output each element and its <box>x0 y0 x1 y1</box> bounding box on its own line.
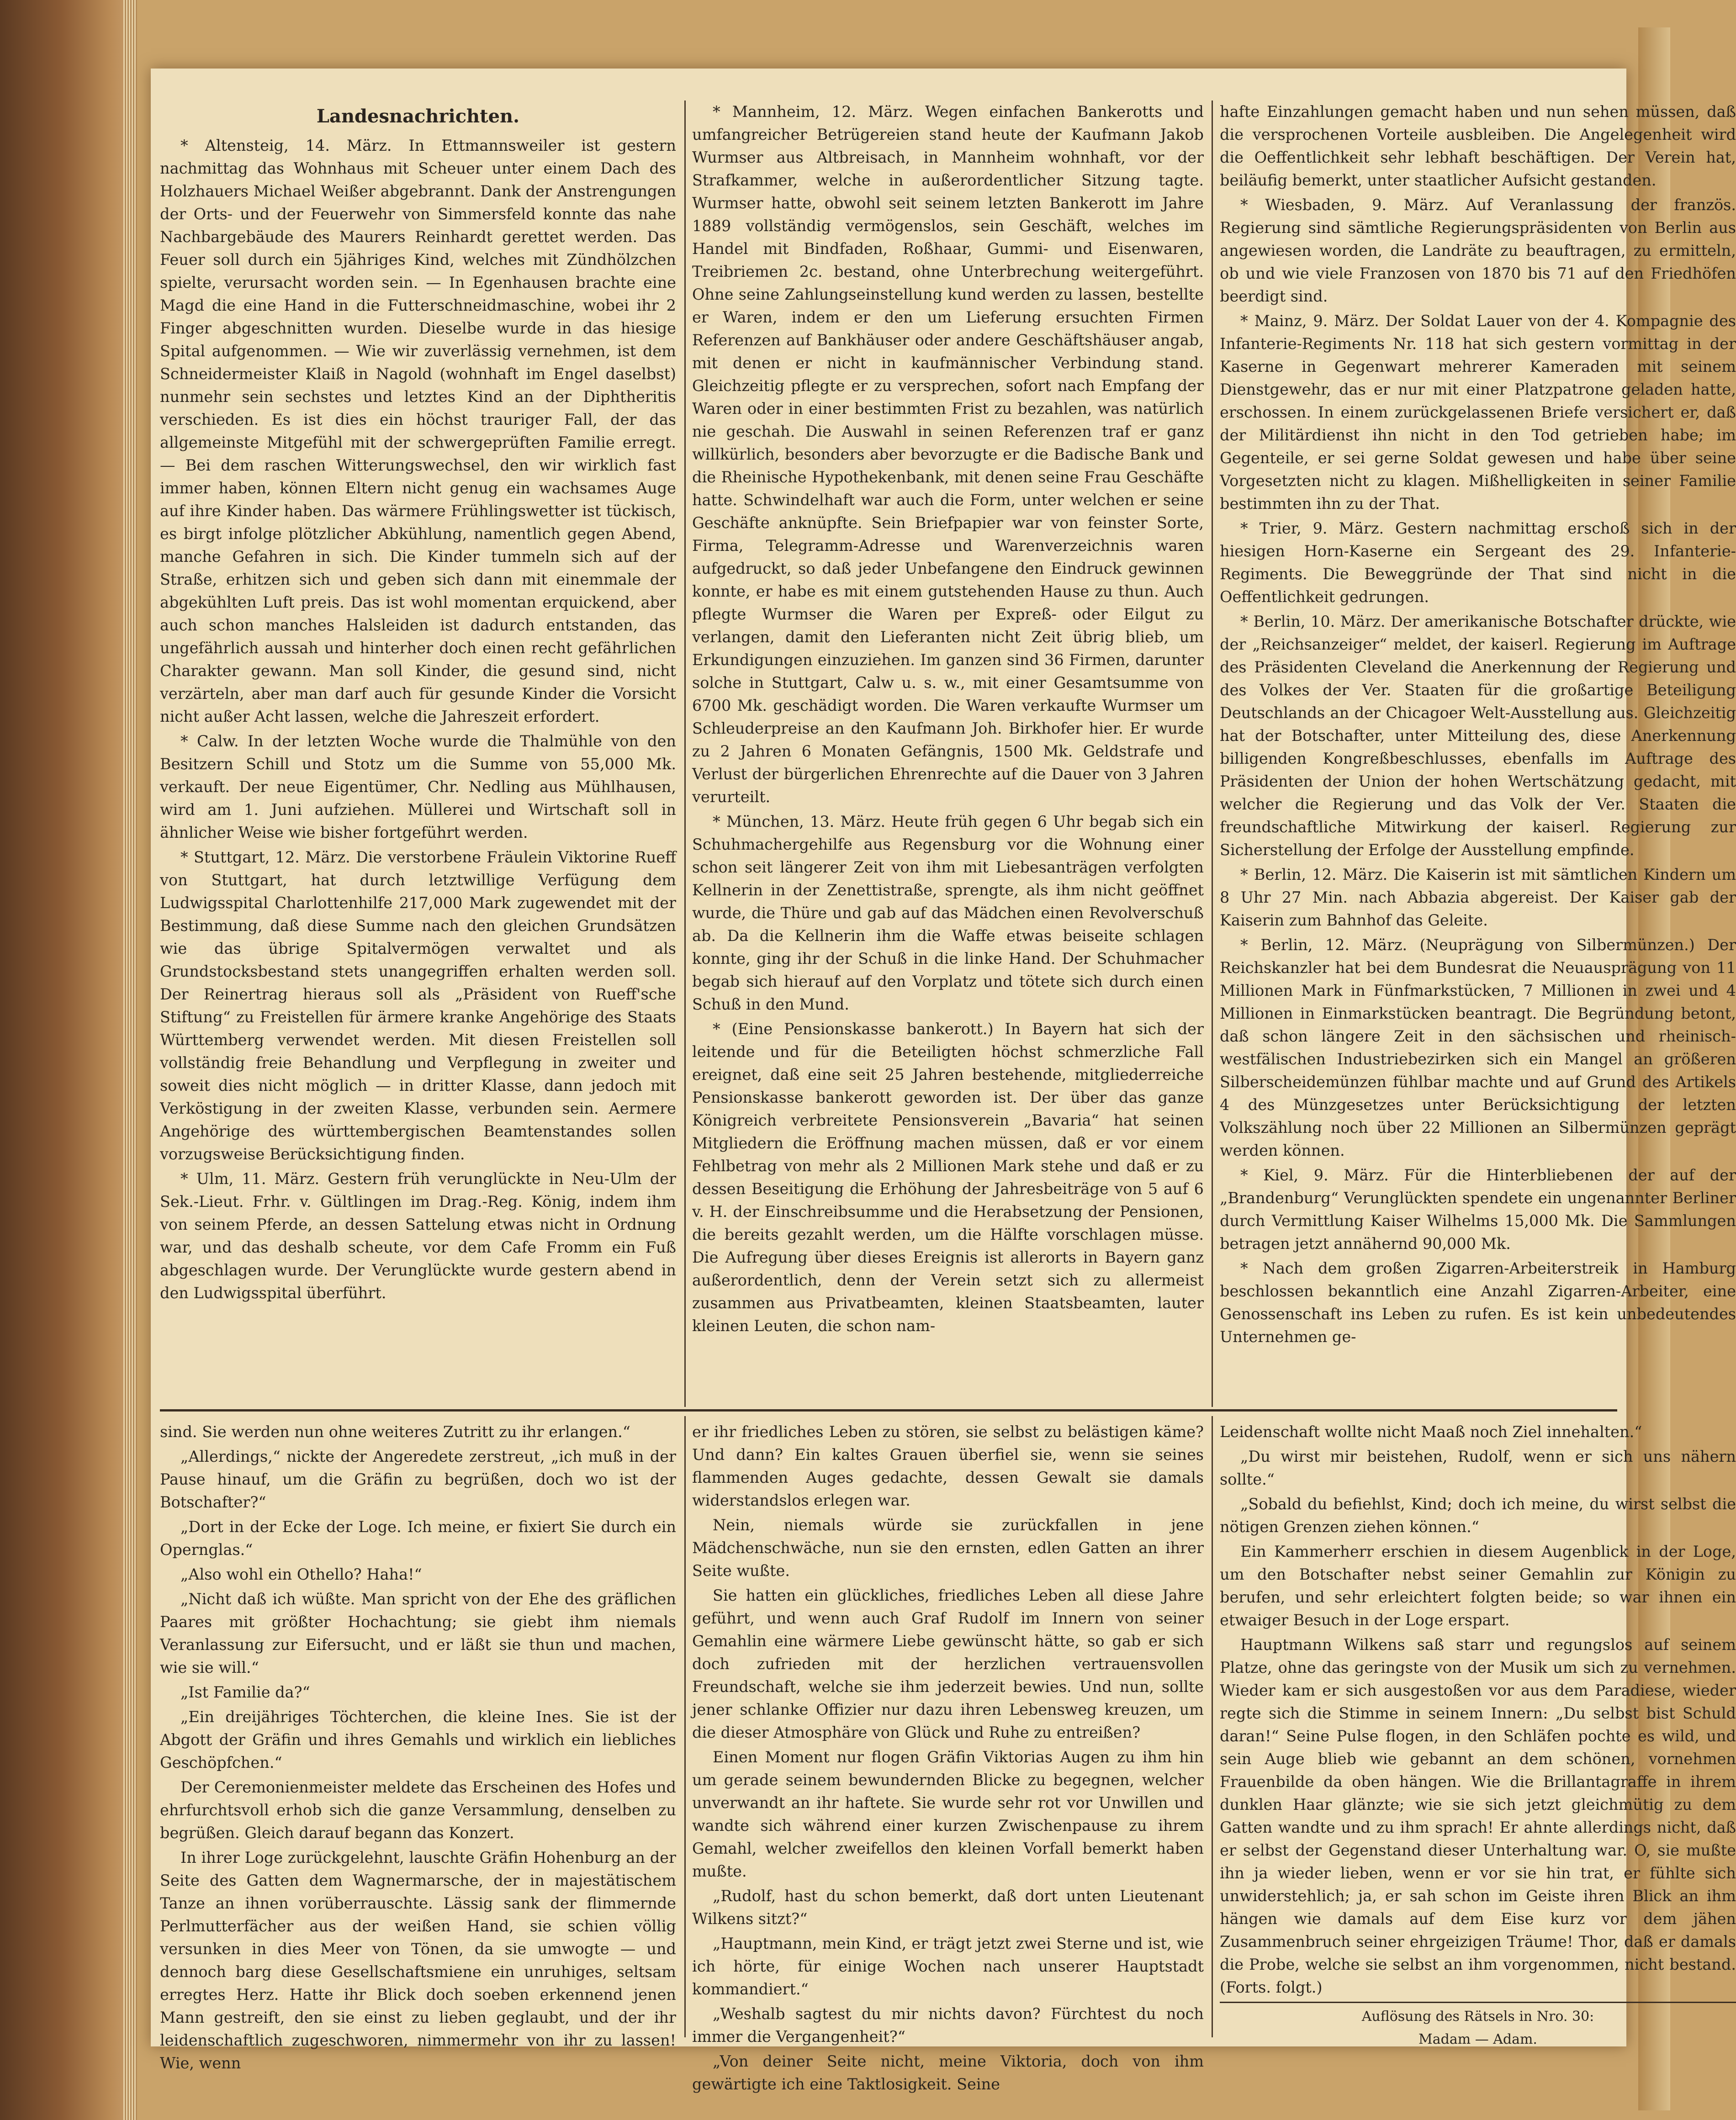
column-rule <box>684 1416 686 2037</box>
story-paragraph: „Du wirst mir beistehen, Rudolf, wenn er sich uns nähern sollte.“ <box>1220 1448 1736 1488</box>
story-column-1 <box>160 1421 676 2072</box>
news-item: * München, 13. März. Heute früh gegen 6 Uhr begab sich ein Schuhmachergehilfe aus Regensburg vor die Wohnung einer schon seit längerer Zeit von ihm mit Liebesanträgen verfolgten Kellnerin in der Zenettistraße, sprengte, als ihm nicht geöffnet wurde, die Thüre und gab auf das Mädchen einen Revolverschuß ab. Da die Kellnerin ihm die Waffe etwas beiseite schlagen konnte, ging ihr der Schuß in die linke Hand. Der Schuhmacher begab sich hierauf auf den Vorplatz und tötete sich durch einen Schuß in den Mund. <box>692 813 1204 1013</box>
story-paragraph: „Allerdings,“ nickte der Angeredete zerstreut, „ich muß in der Pause hinauf, um die Gräfin zu begrüßen, doch wo ist der Botschafter?“ <box>160 1448 676 1511</box>
news-item: * (Eine Pensionskasse bankerott.) In Bayern hat sich der leitende und für die Beteiligten höchst schmerzliche Fall ereignet, daß eine seit 25 Jahren bestehende, mitgliederreiche Pensionskasse bankerott geworden ist. Der über das ganze Königreich verbreitete Pensionsverein „Bavaria“ hat seinen Mitgliedern die Eröffnung machen müssen, daß er vor einem Fehlbetrag von mehr als 2 Millionen Mark stehe und daß er zu dessen Beseitigung die Erhöhung der Jahresbeiträge von 5 auf 6 v. H. der Einschreibsumme und die Herabsetzung der Pensionen, die bereits gezahlt werden, um die Hälfte vorschlagen müsse. Die Aufregung über dieses Ereignis ist allerorts in Bayern ganz außerordentlich, denn der Verein setzt sich zu allermeist zusammen aus Privatbeamten, kleinen Staatsbeamten, lauter kleinen Leuten, die schon nam- <box>692 1020 1204 1335</box>
news-item: * Stuttgart, 12. März. Die verstorbene Fräulein Viktorine Rueff von Stuttgart, hat durch letztwillige Verfügung dem Ludwigsspital Charlottenhilfe 217,000 Mark zugewendet mit der Bestimmung, daß diese Summe nach den gleichen Grundsätzen wie das übrige Spitalvermögen verwaltet und als Grundstocksbestand stets unangegriffen erhalten werden soll. Der Reinertrag hieraus soll als „Präsident von Rueff'sche Stiftung“ zu Freistellen für ärmere kranke Angehörige des Staats Württemberg verwendet werden. Mit diesen Freistellen soll vollständig freie Behandlung und Verpflegung in zweiter und soweit dies nicht möglich — in dritter Klasse, dann jedoch mit Verköstigung in der zweiten Klasse, verbunden sein. Aermere Angehörige des württembergischen Beamtenstandes sollen vorzugsweise Berücksichtigung finden. <box>160 848 676 1163</box>
news-item: * Altensteig, 14. März. In Ettmannsweiler ist gestern nachmittag das Wohnhaus mit Scheuer unter einem Dach des Holzhauers Michael Weißer abgebrannt. Dank der Anstrengungen der Orts- und der Feuerwehr von Simmersfeld konnte das nahe Nachbargebäude des Maurers Reinhardt gerettet werden. Das Feuer soll durch ein 5jähriges Kind, welches mit Zündhölzchen spielte, verursacht worden sein. — In Egenhausen brachte eine Magd die eine Hand in die Futterschneidmaschine, wobei ihr 2 Finger abgeschnitten wurden. Dieselbe wurde in das hiesige Spital aufgenommen. — Wie wir zuverlässig vernehmen, ist dem Schneidermeister Klaiß in Nagold (wohnhaft im Engel daselbst) nunmehr sein sechstes und letztes Kind an der Diphtheritis verschieden. Es ist dies ein höchst trauriger Fall, der das allgemeinste Mitgefühl mit der schwergeprüften Familie erregt. — Bei dem raschen Witterungswechsel, den wir wirklich fast immer haben, können Eltern nicht genug ein wachsames Auge auf ihre Kinder haben. Das wärmere Frühlingswetter ist tückisch, es birgt infolge plötzlicher Abkühlung, namentlich gegen Abend, manche Gefahren in sich. Die Kinder tummeln sich auf der Straße, erhitzen sich und geben sich dann mit einemmale der abgekühlten Luft preis. Das ist wohl momentan erquickend, aber auch schon manches Halsleiden ist dadurch entstanden, das ungefährlich aussah und hinterher doch einen recht gefährlichen Charakter gewann. Man soll Kinder, die gesund sind, nicht verzärteln, aber man darf auch für gesunde Kinder die Vorsicht nicht außer Acht lassen, welche die Jahreszeit erfordert. <box>160 137 676 725</box>
column-rule <box>684 100 686 1407</box>
news-item: * Trier, 9. März. Gestern nachmittag erschoß sich in der hiesigen Horn-Kaserne ein Sergeant des 29. Infanterie-Regiments. Die Beweggründe der That sind nicht in die Oeffentlichkeit gedrungen. <box>1220 519 1736 606</box>
story-paragraph: Leidenschaft wollte nicht Maaß noch Ziel innehalten.“ <box>1220 1423 1642 1441</box>
column-rule <box>1212 1416 1213 2037</box>
story-paragraph: Der Ceremonienmeister meldete das Erscheinen des Hofes und ehrfurchtsvoll erhob sich die ganze Versammlung, denselben zu begrüßen. Gleich darauf begann das Konzert. <box>160 1778 676 1842</box>
story-paragraph: Ein Kammerherr erschien in diesem Augenblick in der Loge, um den Botschafter nebst seiner Gemahlin zur Königin zu berufen, und sehr erleichtert folgten beide; so war ihnen ein etwaiger Besuch in der Loge erspart. <box>1220 1543 1736 1629</box>
story-paragraph: „Dort in der Ecke der Loge. Ich meine, er fixiert Sie durch ein Opernglas.“ <box>160 1518 676 1559</box>
story-paragraph: „Ein dreijähriges Töchterchen, die kleine Ines. Sie ist der Abgott der Gräfin und ihres Gemahls und wirklich ein liebliches Geschöpfchen.“ <box>160 1708 676 1771</box>
answer-divider <box>1220 2002 1736 2003</box>
news-item: * Mainz, 9. März. Der Soldat Lauer von der 4. Kompagnie des Infanterie-Regiments Nr. 118 hat sich gestern vormittag in der Kaserne in Gegenwart mehrerer Kameraden mit seinem Dienstgewehr, das er nur mit einer Platzpatrone geladen hatte, erschossen. In einem zurückgelassenen Briefe versichert er, daß der Militärdienst ihn nicht in den Tod getrieben habe; im Gegenteile, er sei gerne Soldat gewesen und habe über seine Vorgesetzten nicht zu klagen. Mißhelligkeiten in seiner Familie bestimmten ihn zu der That. <box>1220 312 1736 513</box>
news-item: * Berlin, 12. März. (Neuprägung von Silbermünzen.) Der Reichskanzler hat bei dem Bundesrat die Neuausprägung von 11 Millionen Mark in Fünfmarkstücken, 7 Millionen in zwei und 4 Millionen in Einmarkstücken beantragt. Die Begründung betont, daß schon längere Zeit in den sächsischen und rheinisch-westfälischen Industriebezirken sich ein Mangel an größeren Silberscheidemünzen fühlbar machte und auf Grund des Artikels 4 des Münzgesetzes unter Berücksichtigung der letzten Volkszählung noch über 22 Millionen an Silbermünzen geprägt werden können. <box>1220 936 1736 1159</box>
news-item: * Nach dem großen Zigarren-Arbeiterstreik in Hamburg beschlossen bekanntlich eine Anzahl Zigarren-Arbeiter, eine Genossenschaft ins Leben zu rufen. Es ist kein unbedeutendes Unternehmen ge- <box>1220 1259 1736 1346</box>
story-paragraph: In ihrer Loge zurückgelehnt, lauschte Gräfin Hohenburg an der Seite des Gatten dem Wagnermarsche, der in majestätischem Tanze an ihnen vorüberrauschte. Lässig sank der flimmernde Perlmutterfächer aus der weißen Hand, sie schien völlig versunken in dies Meer von Tönen, da sie umwogte — und dennoch barg diese Gesellschaftsmiene ein unruhiges, seltsam erregtes Herz. Hatte ihr Blick doch soeben erkennend jenen Mann gestreift, den sie einst zu lieben geglaubt, und der ihr leidenschaftlich zugeschworen, nimmermehr von ihr zu lassen! Wie, wenn <box>160 1849 676 2072</box>
news-item: hafte Einzahlungen gemacht haben und nun sehen müssen, daß die versprochenen Vorteile ausbleiben. Die Angelegenheit wird die Oeffentlichkeit sehr lebhaft beschäftigen. Der Verein hat, beiläufig bemerkt, unter staatlicher Aufsicht gestanden. <box>1220 103 1736 189</box>
story-paragraph: „Also wohl ein Othello? Haha!“ <box>180 1565 422 1583</box>
story-paragraph: „Von deiner Seite nicht, meine Viktoria, doch von ihm gewärtigte ich eine Taktlosigkeit. Seine <box>692 2052 1204 2093</box>
column-rule <box>1212 100 1213 1407</box>
story-paragraph: Einen Moment nur flogen Gräfin Viktorias Augen zu ihm hin um gerade seinem bewundernden Blicke zu begegnen, welcher unverwandt an ihr haftete. Sie wurde sehr rot vor Unwillen und wandte sich während einer kurzen Zwischenpause zu ihrem Gemahl, welcher zweifellos den kleinen Vorfall bemerkt haben mußte. <box>692 1748 1204 1880</box>
news-item: * Wiesbaden, 9. März. Auf Veranlassung der französ. Regierung sind sämtliche Regierungspräsidenten von Berlin aus angewiesen worden, die Landräte zu beauftragen, zu ermitteln, ob und wie viele Franzosen von 1870 bis 71 auf den Friedhöfen beerdigt sind. <box>1220 196 1736 305</box>
story-paragraph: Hauptmann Wilkens saß starr und regungslos auf seinem Platze, ohne das geringste von der Musik um sich zu vernehmen. Wieder kam er sich ausgestoßen vor aus dem Paradiese, wieder regte sich die Stimme in seinem Innern: „Du selbst bist Schuld daran!“ Seine Pulse flogen, in den Schläfen pochte es wild, und sein Auge blieb wie gebannt an dem schönen, vornehmen Frauenbilde da oben hängen. Wie die Brillantagraffe in ihrem dunklen Haar glänzte; wie sie sich jetzt gleichmütig zu dem Gatten wandte und zu ihm sprach! Er ahnte allerdings nicht, daß er selbst der Gegenstand dieser Unterhaltung war. O, sie mußte ihn ja wieder lieben, wenn er vor sie hin trat, er fühlte sich unwiderstehlich; ja, er sah schon im Geiste ihren Blick an ihm hängen wie damals auf dem Eise kurz vor dem jähen Zusammenbruch seiner ehrgeizigen Träume! Thor, daß er damals die Probe, welche sie selbst an ihm vorgenommen, nicht bestand. (Forts. folgt.) <box>1220 1636 1736 1996</box>
story-paragraph: Sie hatten ein glückliches, friedliches Leben all diese Jahre geführt, und wenn auch Graf Rudolf im Innern von seiner Gemahlin eine wärmere Liebe gewünscht hätte, so gab er sich doch zufrieden mit der herzlichen vertrauensvollen Freundschaft, welche sie ihm jederzeit bewies. Und nun, sollte jener schlanke Offizier nur dazu ihren Lebensweg kreuzen, um die dieser Atmosphäre von Glück und Ruhe zu entreißen? <box>692 1586 1204 1741</box>
book-binding <box>0 0 137 2120</box>
story-paragraph: sind. Sie werden nun ohne weiteres Zutritt zu ihr erlangen.“ <box>160 1423 630 1441</box>
news-column-3 <box>1220 100 1736 1393</box>
news-column-1 <box>160 105 676 1393</box>
news-item: * Calw. In der letzten Woche wurde die Thalmühle von den Besitzern Schill und Stotz um die Summe von 55,000 Mk. verkauft. Der neue Eigentümer, Chr. Nedling aus Mühlhausen, wird am 1. Juni aufziehen. Müllerei und Wirtschaft soll in ähnlicher Weise wie bisher fortgeführt werden. <box>160 732 676 841</box>
news-item: * Berlin, 10. März. Der amerikanische Botschafter drückte, wie der „Reichsanzeiger“ meldet, der kaiserl. Regierung im Auftrage des Präsidenten Cleveland die Anerkennung der Regierung und des Volkes der Ver. Staaten für die großartige Beteiligung Deutschlands an der Chicagoer Welt-Ausstellung aus. Gleichzeitig hat der Botschafter, unter Mitteilung des, diese Anerkennung billigenden Kongreßbeschlusses, ebenfalls im Auftrage des Präsidenten der Union der hohen Wertschätzung gedacht, mit welcher die Regierung und das Volk der Ver. Staaten die freundschaftliche Mitwirkung der kaiserl. Regierung zur Sicherstellung der Erfolge der Ausstellung empfinde. <box>1220 613 1736 859</box>
news-item: * Berlin, 12. März. Die Kaiserin ist mit sämtlichen Kindern um 8 Uhr 27 Min. nach Abbazia abgereist. Der Kaiser gab der Kaiserin zum Bahnhof das Geleite. <box>1220 866 1736 929</box>
story-column-2 <box>692 1421 1204 2093</box>
story-paragraph: „Nicht daß ich wüßte. Man spricht von der Ehe des gräflichen Paares mit größter Hochachtung; sie giebt ihm niemals Veranlassung zur Eifersucht, und er läßt sie thun und machen, wie sie will.“ <box>160 1590 676 1676</box>
story-paragraph: „Rudolf, hast du schon bemerkt, daß dort unten Lieutenant Wilkens sitzt?“ <box>692 1887 1204 1928</box>
story-paragraph: „Weshalb sagtest du mir nichts davon? Fürchtest du noch immer die Vergangenheit?“ <box>692 2005 1204 2046</box>
story-paragraph: er ihr friedliches Leben zu stören, sie selbst zu belästigen käme? Und dann? Ein kaltes Grauen überfiel sie, wenn sie seines flammenden Auges gedachte, dessen Gewalt sie damals widerstandslos erlegen war. <box>692 1423 1204 1509</box>
news-column-2 <box>692 100 1204 1393</box>
riddle-answer: Madam — Adam. <box>1418 2031 1537 2047</box>
section-heading: Landesnachrichten. <box>316 106 520 127</box>
news-item: * Mannheim, 12. März. Wegen einfachen Bankerotts und umfangreicher Betrügereien stand heute der Kaufmann Jakob Wurmser aus Altbreisach, in Mannheim wohnhaft, vor der Strafkammer, welche in außerordentlicher Sitzung tagte. Wurmser hatte, obwohl seit seinem letzten Bankerott im Jahre 1889 vollständig vermögenslos, sein Geschäft, welches im Handel mit Bindfaden, Roßhaar, Gummi- und Eisenwaren, Treibriemen 2c. bestand, ohne Unterbrechung weitergeführt. Ohne seine Zahlungseinstellung kund werden zu lassen, bestellte er Waren, indem er den um Lieferung ersuchten Firmen Referenzen auf Bankhäuser oder andere Geschäftshäuser angab, mit denen er nicht in kaufmännischer Verbindung stand. Gleichzeitig pflegte er zu versprechen, sofort nach Empfang der Waren oder in einer bestimmten Frist zu bezahlen, was natürlich nie geschah. Die Auswahl in seinen Referenzen traf er ganz willkürlich, besonders aber bevorzugte er die Badische Bank und die Rheinische Hypothekenbank, mit denen seine Frau Geschäfte hatte. Schwindelhaft war auch die Form, unter welchen er seine Geschäfte anknüpfte. Sein Briefpapier war von feinster Sorte, Firma, Telegramm-Adresse und Warenverzeichnis waren aufgedruckt, so daß jeder Unbefangene den Eindruck gewinnen konnte, er habe es mit einem gutstehenden Hause zu thun. Auch pflegte Wurmser die Waren per Expreß- oder Eilgut zu verlangen, damit den Lieferanten nicht Zeit übrig blieb, um Erkundigungen einzuziehen. Im ganzen sind 36 Firmen, darunter solche in Stuttgart, Calw u. s. w., mit einer Gesamtsumme von 6700 Mk. geschädigt worden. Die Waren verkaufte Wurmser um Schleuderpreise an den Kaufmann Joh. Birkhofer hier. Er wurde zu 2 Jahren 6 Monaten Gefängnis, 1500 Mk. Geldstrafe und Verlust der bürgerlichen Ehrenrechte auf die Dauer von 3 Jahren verurteilt. <box>692 103 1204 806</box>
section-divider <box>160 1409 1617 1412</box>
story-paragraph: „Hauptmann, mein Kind, er trägt jetzt zwei Sterne und ist, wie ich hörte, für einige Wochen nach unserer Hauptstadt kommandiert.“ <box>692 1935 1204 1998</box>
story-paragraph: „Ist Familie da?“ <box>180 1683 310 1701</box>
news-item: * Kiel, 9. März. Für die Hinterbliebenen der auf der „Brandenburg“ Verunglückten spendete ein ungenannter Berliner durch Vermittlung Kaiser Wilhelms 15,000 Mk. Die Sammlungen betragen jetzt annähernd 90,000 Mk. <box>1220 1166 1736 1253</box>
newspaper-page <box>151 69 1736 2093</box>
news-item: * Ulm, 11. März. Gestern früh verunglückte in Neu-Ulm der Sek.-Lieut. Frhr. v. Gültlingen im Drag.-Reg. König, indem ihm von seinem Pferde, an dessen Sattelung etwas nicht in Ordnung war, und das deshalb scheute, vor dem Cafe Fromm ein Fuß abgeschlagen wurde. Der Verunglückte wurde gestern abend in den Ludwigsspital überführt. <box>160 1170 676 1302</box>
riddle-answer-title: Auflösung des Rätsels in Nro. 30: <box>1361 2009 1594 2025</box>
story-paragraph: „Sobald du befiehlst, Kind; doch ich meine, du wirst selbst die nötigen Grenzen ziehen können.“ <box>1220 1495 1736 1536</box>
story-paragraph: Nein, niemals würde sie zurückfallen in jene Mädchenschwäche, nun sie den ernsten, edlen Gatten an ihrer Seite wußte. <box>692 1516 1204 1580</box>
story-column-3 <box>1220 1421 1736 2047</box>
